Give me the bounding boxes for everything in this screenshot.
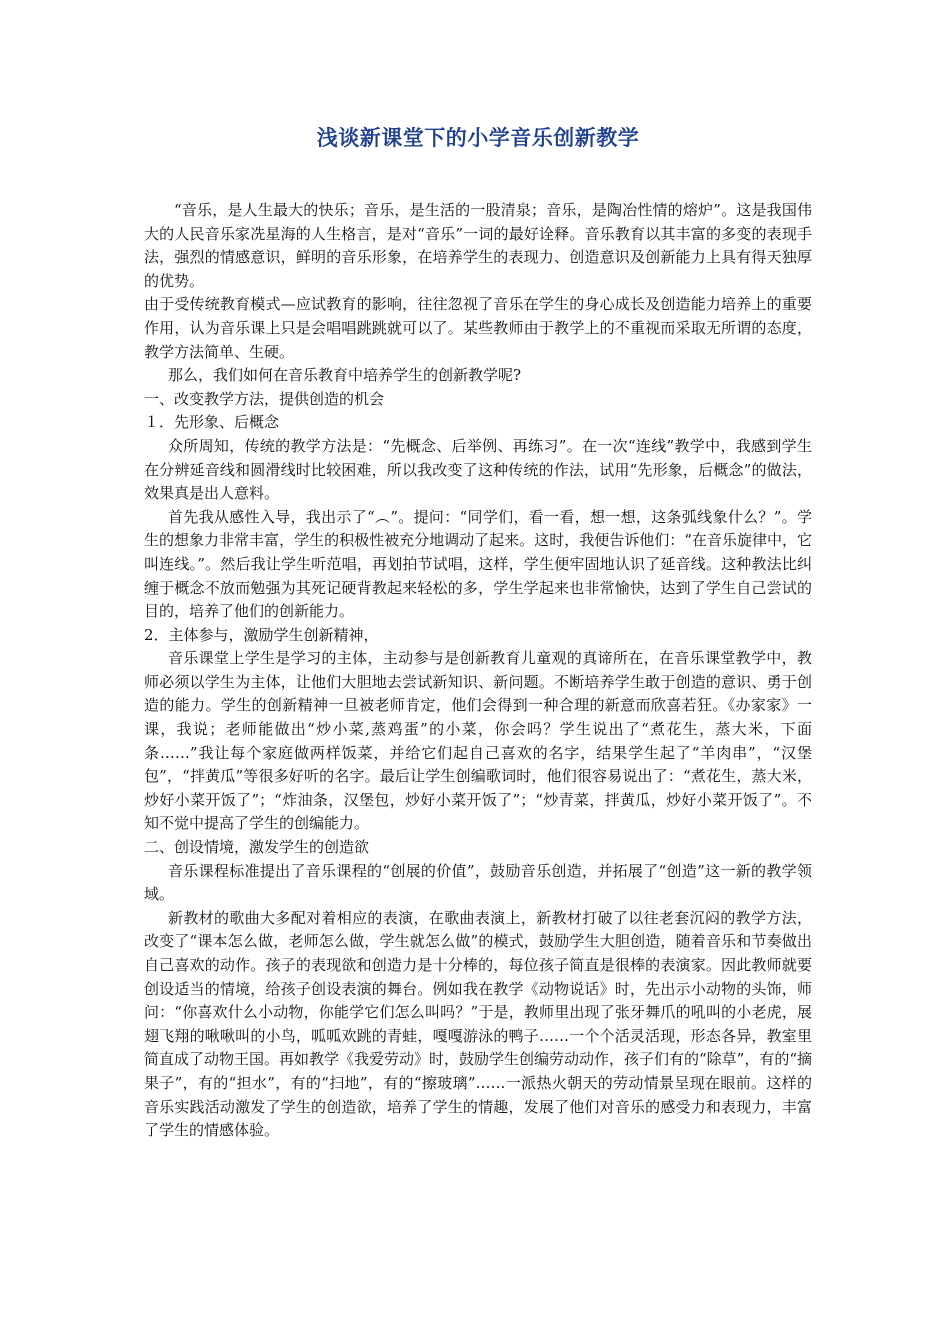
paragraph: 新教材的歌曲大多配对着相应的表演，在歌曲表演上，新教材打破了以往老套沉闷的教学方法，改变了“课本怎么做，老师怎么做，学生就怎么做”的模式，鼓励学生大胆创造，随着音乐和节奏做出自己喜欢的动作。孩子的表现欲和创造力是十分棒的，每位孩子简直是很棒的表演家。因此教师就要创设适当的情境，给孩子创设表演的舞台。例如我在教学《动物说话》时，先出示小动物的头饰，师问：“你喜欢什么小动物，你能学它们怎么叫吗？”于是，教师里出现了张牙舞爪的吼叫的小老虎，展翅飞翔的啾啾叫的小鸟，呱呱欢跳的青蛙，嘎嘎游泳的鸭子……一个个活灵活现，形态各异，教室里简直成了动物王国。再如教学《我爱劳动》时，鼓励学生创编劳动动作，孩子们有的“除草”，有的“摘果子”，有的“担水”，有的“扫地”，有的“擦玻璃”……一派热火朝天的劳动情景呈现在眼前。这样的音乐实践活动激发了学生的创造欲，培养了学生的情趣，发展了他们对音乐的感受力和表现力，丰富了学生的情感体验。 bbox=[144, 908, 813, 1140]
paragraph: 那么，我们如何在音乐教育中培养学生的创新教学呢? bbox=[168, 366, 522, 385]
section-heading: 一、改变教学方法，提供创造的机会 bbox=[144, 389, 385, 408]
paragraph: 音乐课堂上学生是学习的主体，主动参与是创新教育儿童观的真谛所在，在音乐课堂教学中，教师必须以学生为主体，让他们大胆地去尝试新知识、新问题。不断培养学生敢于创造的意识、勇于创造的能力。学生的创新精神一旦被老师肯定，他们会得到一种合理的新意而欣喜若狂。《办家家》一课，我说；老师能做出“炒小菜,蒸鸡蛋”的小菜，你会吗？学生说出了“煮花生，蒸大米，下面条……”我让每个家庭做两样饭菜，并给它们起自己喜欢的名字，结果学生起了“羊肉串”，“汉堡包”，“拌黄瓜”等很多好听的名字。最后让学生创编歌词时，他们很容易说出了：“煮花生，蒸大米，炒好小菜开饭了”；“炸油条，汉堡包，炒好小菜开饭了”；“炒青菜，拌黄瓜，炒好小菜开饭了”。不知不觉中提高了学生的创编能力。 bbox=[144, 649, 812, 833]
paragraph: 众所周知，传统的教学方法是：“先概念、后举例、再练习”。在一次“连线”教学中，我感到学生在分辨延音线和圆滑线时比较困难，所以我改变了这种传统的作法，试用“先形象，后概念”的做法，效果真是出人意料。 bbox=[144, 436, 812, 503]
document-body bbox=[144, 199, 812, 1143]
section-heading: 二、创设情境，激发学生的创造欲 bbox=[144, 838, 370, 857]
paragraph: 由于受传统教育模式—应试教育的影响，往往忽视了音乐在学生的身心成长及创造能力培养上的重要作用，认为音乐课上只是会唱唱跳跳就可以了。某些教师由于教学上的不重视而采取无所谓的态度，教学方法简单、生硬。 bbox=[144, 295, 812, 361]
subsection-heading: 2．主体参与，激励学生创新精神， bbox=[144, 625, 379, 644]
document-title: 浅谈新课堂下的小学音乐创新教学 bbox=[316, 126, 640, 150]
paragraph: 音乐课程标准提出了音乐课程的“创展的价值”，鼓励音乐创造，并拓展了“创造”这一新的教学领域。 bbox=[144, 861, 812, 904]
paragraph: “音乐，是人生最大的快乐；音乐，是生活的一股清泉；音乐，是陶冶性情的熔炉”。这是我国伟大的人民音乐家冼星海的人生格言，是对“音乐”一词的最好诠释。音乐教育以其丰富的多变的表现手法，强烈的情感意识，鲜明的音乐形象，在培养学生的表现力、创造意识及创新能力上具有得天独厚的优势。 bbox=[144, 201, 812, 290]
subsection-heading: １．先形象、后概念 bbox=[144, 413, 280, 432]
paragraph: 首先我从感性入导，我出示了“︵”。提问：“同学们，看一看，想一想，这条弧线象什么？”。学生的想象力非常丰富，学生的积极性被充分地调动了起来。这时，我便告诉他们：“在音乐旋律中，它叫连线。”。然后我让学生听范唱，再划拍节试唱，这样，学生便牢固地认识了延音线。这种教法比纠缠于概念不放而勉强为其死记硬背教起来轻松的多，学生学起来也非常愉快，达到了学生自己尝试的目的，培养了他们的创新能力。 bbox=[144, 507, 812, 621]
